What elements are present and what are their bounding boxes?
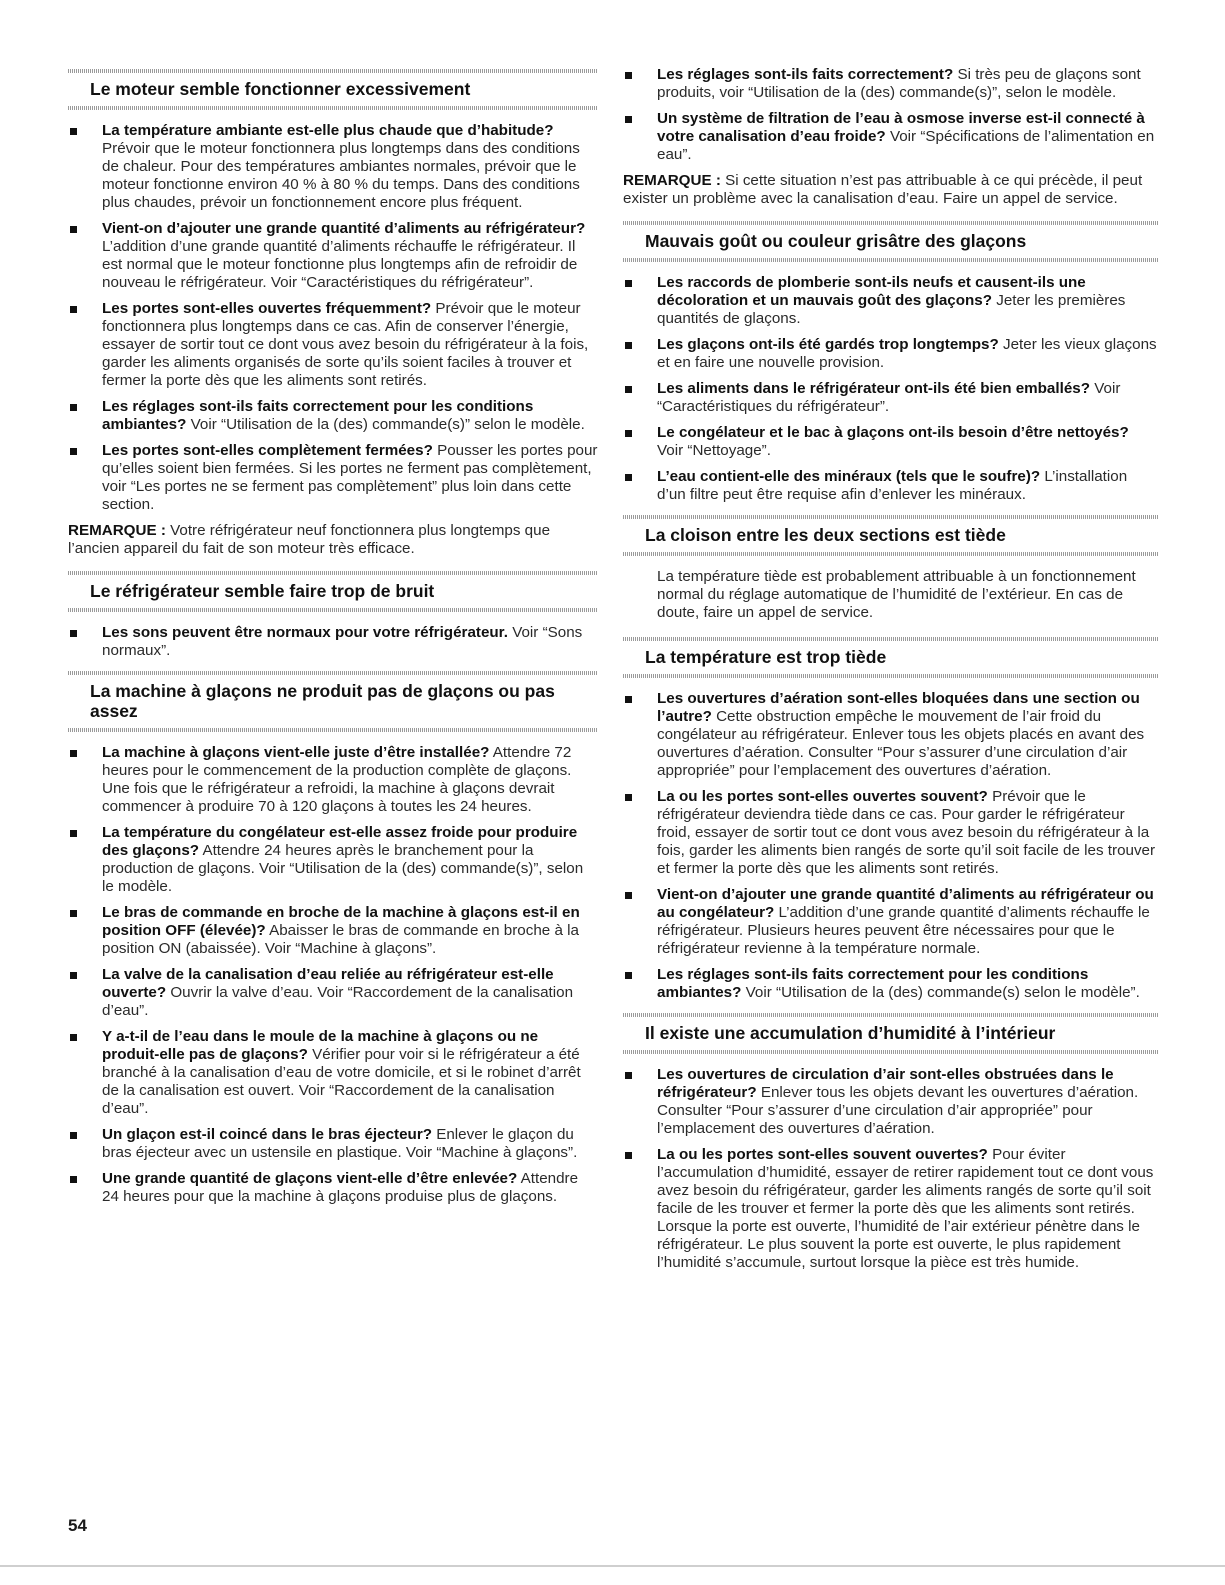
question: La machine à glaçons vient-elle juste d’être installée? bbox=[102, 744, 490, 761]
section-title: La cloison entre les deux sections est tiède bbox=[645, 525, 1006, 545]
troubleshooting-list bbox=[68, 122, 598, 514]
question: Les réglages sont-ils faits correctement pour les conditions ambiantes? bbox=[657, 966, 1089, 1001]
section-header bbox=[623, 1010, 1158, 1055]
answer: Vérifier pour voir si le réfrigérateur a été branché à la canalisation d’eau de votre domicile, et si le robinet d’arrêt de la canalisation est ouvert. Voir “Raccordement de la canalisation d’eau”. bbox=[102, 1046, 581, 1117]
list-item bbox=[68, 122, 598, 212]
answer: Voir “Utilisation de la (des) commande(s)” selon le modèle. bbox=[186, 416, 585, 433]
question: Les sons peuvent être normaux pour votre réfrigérateur. bbox=[102, 624, 508, 641]
troubleshooting-list bbox=[623, 1066, 1158, 1272]
troubleshooting-list bbox=[68, 744, 598, 1206]
section-header bbox=[68, 568, 598, 613]
question: Les ouvertures d’aération sont-elles bloquées dans une section ou l’autre? bbox=[657, 690, 1140, 725]
question: Les aliments dans le réfrigérateur ont-ils été bien emballés? bbox=[657, 380, 1090, 397]
answer: Jeter les vieux glaçons et en faire une nouvelle provision. bbox=[657, 336, 1157, 371]
answer: Voir “Spécifications de l’alimentation en eau”. bbox=[657, 128, 1155, 163]
note-label: REMARQUE : bbox=[68, 522, 166, 539]
list-item bbox=[68, 398, 598, 434]
section-title: La machine à glaçons ne produit pas de glaçons ou pas assez bbox=[90, 681, 555, 721]
question: Les réglages sont-ils faits correctement pour les conditions ambiantes? bbox=[102, 398, 534, 433]
troubleshooting-list bbox=[623, 66, 1158, 164]
note bbox=[68, 522, 598, 558]
answer: Pour éviter l’accumulation d’humidité, essayer de retirer rapidement tout ce dont vous avez besoin du réfrigérateur, garder les aliments rangés de sorte qu’il soit facile de les trouver et fermer la porte dès que les aliments sont retirés. Lorsque la porte est ouverte, l’humidité de l’air extérieur pénètre dans le réfrigérateur. Le plus souvent la porte est ouverte, le plus rapidement l’humidité s’accumule, surtout lorsque la pièce est très humide. bbox=[657, 1146, 1154, 1271]
section-title: Le moteur semble fonctionner excessivement bbox=[90, 79, 471, 99]
list-item bbox=[623, 690, 1158, 780]
answer: Voir “Utilisation de la (des) commande(s) selon le modèle”. bbox=[741, 984, 1140, 1001]
answer: Enlever le glaçon du bras éjecteur avec un ustensile en plastique. Voir “Machine à glaçons”. bbox=[102, 1126, 578, 1161]
question: La température du congélateur est-elle assez froide pour produire des glaçons? bbox=[102, 824, 578, 859]
list-item bbox=[623, 274, 1158, 328]
section-header bbox=[623, 218, 1158, 263]
answer: Voir “Sons normaux”. bbox=[102, 624, 583, 659]
list-item bbox=[623, 1066, 1158, 1138]
question: Les raccords de plomberie sont-ils neufs et causent-ils une décoloration et un mauvais goût des glaçons? bbox=[657, 274, 1086, 309]
list-item bbox=[623, 424, 1158, 460]
question: Le bras de commande en broche de la machine à glaçons est-il en position OFF (élevée)? bbox=[102, 904, 580, 939]
question: La valve de la canalisation d’eau reliée au réfrigérateur est-elle ouverte? bbox=[102, 966, 554, 1001]
troubleshooting-list bbox=[68, 624, 598, 660]
list-item bbox=[623, 788, 1158, 878]
list-item bbox=[623, 468, 1158, 504]
left-column bbox=[68, 66, 598, 1214]
troubleshooting-list bbox=[623, 274, 1158, 504]
section-header bbox=[623, 512, 1158, 557]
right-column bbox=[623, 66, 1158, 1280]
page-number: 54 bbox=[68, 1516, 87, 1535]
answer: Pousser les portes pour qu’elles soient bien fermées. Si les portes ne ferment pas complètement, voir “Les portes ne se ferment pas complètement” plus loin dans cette section. bbox=[102, 442, 598, 513]
answer: Prévoir que le moteur fonctionnera plus longtemps dans des conditions de chaleur. Pour des températures ambiantes normales, prévoir que le moteur fonctionne environ 40 % à 80 % du temps. Dans des conditions plus chaudes, prévoir un fonctionnement encore plus fréquent. bbox=[102, 140, 580, 211]
list-item bbox=[623, 110, 1158, 164]
list-item bbox=[68, 300, 598, 390]
section-paragraph: La température tiède est probablement attribuable à un fonctionnement normal du réglage automatique de l’humidité de l’extérieur. En cas de doute, faire un appel de service. bbox=[657, 568, 1136, 621]
answer: Attendre 72 heures pour le commencement de la production complète de glaçons. Une fois que le réfrigérateur a refroidi, la machine à glaçons devrait commencer à produire 70 à 120 glaçons à toutes les 24 heures. bbox=[102, 744, 572, 815]
list-item bbox=[68, 220, 598, 292]
question: Le congélateur et le bac à glaçons ont-ils besoin d’être nettoyés? bbox=[657, 424, 1129, 441]
list-item bbox=[68, 744, 598, 816]
list-item bbox=[623, 380, 1158, 416]
section-title: Il existe une accumulation d’humidité à l’intérieur bbox=[645, 1023, 1056, 1043]
list-item bbox=[623, 66, 1158, 102]
question: La ou les portes sont-elles ouvertes souvent? bbox=[657, 788, 988, 805]
answer: L’installation d’un filtre peut être requise afin d’enlever les minéraux. bbox=[657, 468, 1128, 503]
question: Un glaçon est-il coincé dans le bras éjecteur? bbox=[102, 1126, 433, 1143]
answer: Jeter les premières quantités de glaçons. bbox=[657, 292, 1126, 327]
list-item bbox=[68, 824, 598, 896]
question: Les ouvertures de circulation d’air sont-elles obstruées dans le réfrigérateur? bbox=[657, 1066, 1114, 1101]
section-header bbox=[68, 66, 598, 111]
page-bottom-rule bbox=[0, 1565, 1225, 1567]
question: Une grande quantité de glaçons vient-elle d’être enlevée? bbox=[102, 1170, 518, 1187]
answer: L’addition d’une grande quantité d’aliments réchauffe le réfrigérateur. Plusieurs heures peuvent être nécessaires pour que le réfrigérateur revienne à la température normale. bbox=[657, 904, 1150, 957]
question: Les réglages sont-ils faits correctement? bbox=[657, 66, 954, 83]
answer: Cette obstruction empêche le mouvement de l’air froid du congélateur au réfrigérateur. Enlever tous les objets placés en avant des ouvertures d’aération. Consulter “Pour s’assurer d’une circulation d’air appropriée” pour l’emplacement des ouvertures d’aération. bbox=[657, 708, 1145, 779]
troubleshooting-list bbox=[623, 690, 1158, 1002]
list-item bbox=[623, 886, 1158, 958]
answer: Si très peu de glaçons sont produits, voir “Utilisation de la (des) commande(s)”, selon le modèle. bbox=[657, 66, 1141, 101]
question: La température ambiante est-elle plus chaude que d’habitude? bbox=[102, 122, 554, 139]
answer: L’addition d’une grande quantité d’aliments réchauffe le réfrigérateur. Il est normal que le moteur fonctionne plus longtemps afin de refroidir de nouveau le réfrigérateur. Voir “Caractéristiques du réfrigérateur”. bbox=[102, 238, 578, 291]
list-item bbox=[68, 1028, 598, 1118]
list-item bbox=[623, 1146, 1158, 1272]
note bbox=[623, 172, 1158, 208]
answer: Ouvrir la valve d’eau. Voir “Raccordement de la canalisation d’eau”. bbox=[102, 984, 574, 1019]
question: Les portes sont-elles ouvertes fréquemment? bbox=[102, 300, 432, 317]
list-item bbox=[68, 1170, 598, 1206]
list-item bbox=[68, 624, 598, 660]
section-header bbox=[623, 634, 1158, 679]
answer: Prévoir que le réfrigérateur deviendra tiède dans ce cas. Pour garder le réfrigérateur froid, essayer de sortir tout ce dont vous avez besoin du réfrigérateur à la fois, garder les aliments bien rangés de sorte qu’il soit facile de les trouver et fermer la porte dès que les aliments sont retirés. bbox=[657, 788, 1156, 877]
section-title: Le réfrigérateur semble faire trop de bruit bbox=[90, 581, 435, 601]
list-item bbox=[68, 904, 598, 958]
note-text: Votre réfrigérateur neuf fonctionnera plus longtemps que l’ancien appareil du fait de son moteur très efficace. bbox=[68, 522, 551, 557]
answer: Prévoir que le moteur fonctionnera plus longtemps dans ce cas. Afin de conserver l’énergie, essayer de sortir tout ce dont vous avez besoin du réfrigérateur à la fois, garder les aliments organisés de sorte qu’ils soient faciles à trouver et fermer la porte dès que les aliments sont retirés. bbox=[102, 300, 589, 389]
answer: Attendre 24 heures après le branchement pour la production de glaçons. Voir “Utilisation de la (des) commande(s)”, selon le modèle. bbox=[102, 842, 584, 895]
question: L’eau contient-elle des minéraux (tels que le soufre)? bbox=[657, 468, 1041, 485]
list-item bbox=[68, 1126, 598, 1162]
list-item bbox=[68, 966, 598, 1020]
list-item bbox=[623, 966, 1158, 1002]
answer: Abaisser le bras de commande en broche à la position ON (abaissée). Voir “Machine à glaçons”. bbox=[102, 922, 579, 957]
question: Y a-t-il de l’eau dans le moule de la machine à glaçons ou ne produit-elle pas de glaçons? bbox=[102, 1028, 539, 1063]
answer: Voir “Caractéristiques du réfrigérateur”. bbox=[657, 380, 1121, 415]
question: Les portes sont-elles complètement fermées? bbox=[102, 442, 433, 459]
question: Vient-on d’ajouter une grande quantité d’aliments au réfrigérateur? bbox=[102, 220, 586, 237]
question: La ou les portes sont-elles souvent ouvertes? bbox=[657, 1146, 988, 1163]
answer: Enlever tous les objets devant les ouvertures d’aération. Consulter “Pour s’assurer d’une circulation d’air appropriée” pour l’emplacement des ouvertures d’aération. bbox=[657, 1084, 1139, 1137]
answer: Voir “Nettoyage”. bbox=[657, 442, 771, 459]
answer: Attendre 24 heures pour que la machine à glaçons produise plus de glaçons. bbox=[102, 1170, 579, 1205]
question: Un système de filtration de l’eau à osmose inverse est-il connecté à votre canalisation d’eau froide? bbox=[657, 110, 1145, 145]
note-text: Si cette situation n’est pas attribuable à ce qui précède, il peut exister un problème avec la canalisation d’eau. Faire un appel de service. bbox=[623, 172, 1143, 207]
section-title: Mauvais goût ou couleur grisâtre des glaçons bbox=[645, 231, 1027, 251]
section-title: La température est trop tiède bbox=[645, 647, 887, 667]
list-item bbox=[68, 442, 598, 514]
question: Vient-on d’ajouter une grande quantité d’aliments au réfrigérateur ou au congélateur? bbox=[657, 886, 1154, 921]
question: Les glaçons ont-ils été gardés trop longtemps? bbox=[657, 336, 999, 353]
section-header bbox=[68, 668, 598, 733]
note-label: REMARQUE : bbox=[623, 172, 721, 189]
list-item bbox=[623, 336, 1158, 372]
